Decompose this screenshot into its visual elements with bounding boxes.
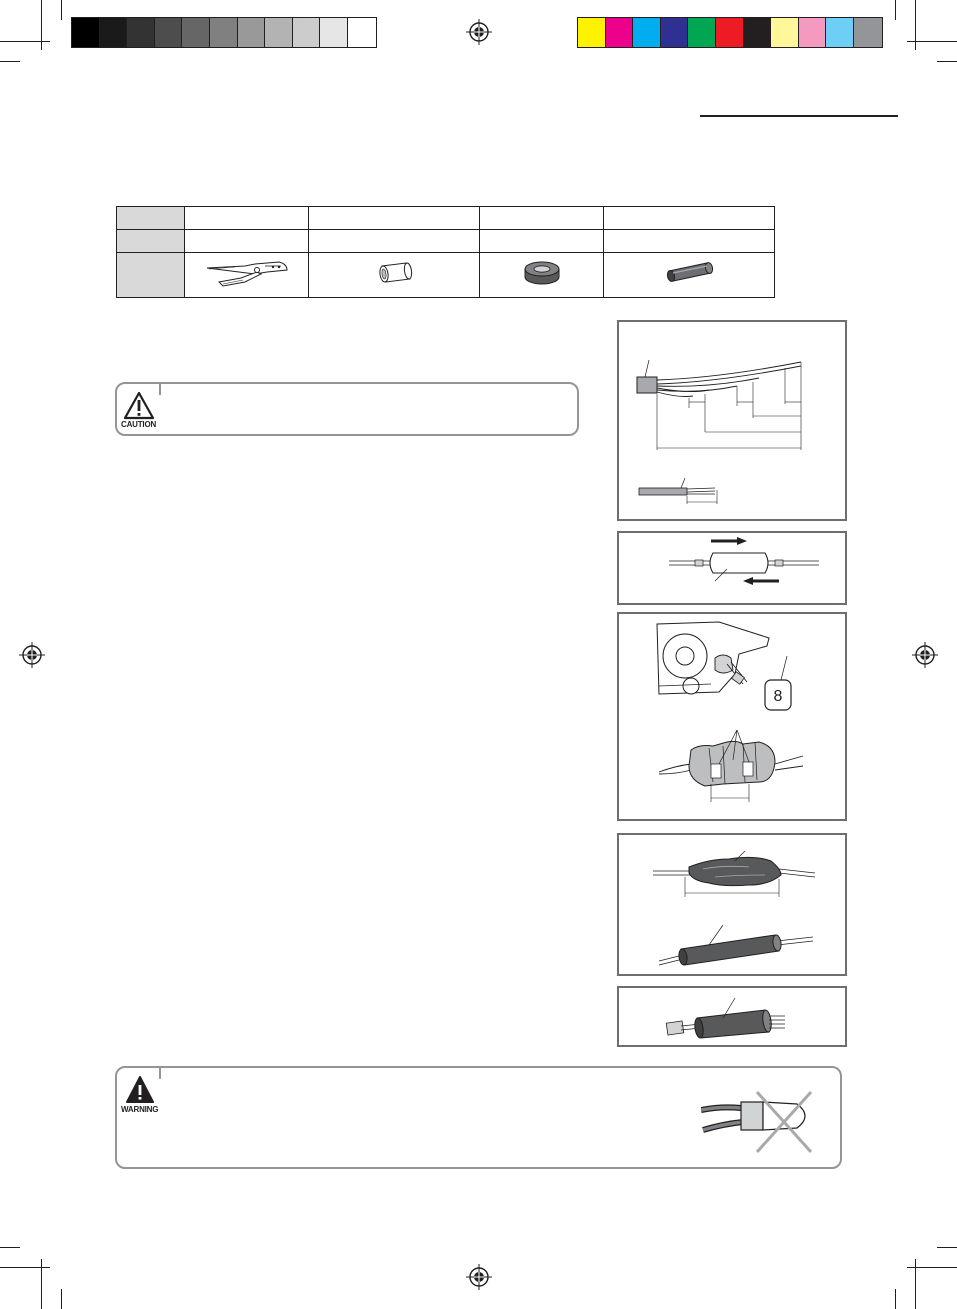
color-swatch [688, 18, 716, 47]
color-swatch [100, 18, 128, 47]
figure-tape-wrap [617, 833, 847, 976]
table-cell [309, 230, 480, 253]
color-swatch [155, 18, 183, 47]
table-row [117, 207, 775, 230]
table-cell [309, 253, 480, 298]
notice-tab [159, 382, 161, 395]
color-swatch [799, 18, 827, 47]
color-swatch [771, 18, 799, 47]
header-rule [700, 115, 898, 117]
color-swatch [606, 18, 634, 47]
process-color-bar [577, 17, 883, 48]
registration-mark-top-icon [466, 19, 492, 45]
crimp-sleeve-icon [372, 260, 416, 286]
table-row [117, 230, 775, 253]
grayscale-color-bar [71, 17, 377, 48]
color-swatch [578, 18, 606, 47]
table-cell [480, 230, 604, 253]
wire-strip-diagram [619, 322, 845, 519]
table-header-cell [117, 230, 185, 253]
caution-notice [115, 382, 579, 436]
tape-wrap-diagram [619, 835, 845, 974]
sleeve-insert-diagram [619, 533, 845, 603]
table-cell [185, 207, 309, 230]
registration-mark-left-icon [19, 642, 45, 668]
registration-mark-right-icon [912, 642, 938, 668]
crimp-size-label: 8 [773, 688, 783, 705]
color-swatch [127, 18, 155, 47]
color-swatch [854, 18, 882, 47]
figure-sleeve-insert [617, 531, 847, 605]
color-swatch [661, 18, 689, 47]
crimping-tool-icon [205, 258, 289, 288]
table-cell [185, 230, 309, 253]
table-header-cell [117, 207, 185, 230]
insulation-tape-icon [522, 260, 562, 286]
figure-tube-shrink [617, 986, 847, 1047]
warning-notice [115, 1066, 842, 1169]
color-swatch [182, 18, 210, 47]
color-swatch [826, 18, 854, 47]
table-cell [185, 253, 309, 298]
figure-crimping [617, 612, 847, 821]
table-header-cell [117, 253, 185, 298]
warning-triangle-icon [125, 1075, 155, 1105]
table-cell [604, 230, 775, 253]
table-row [117, 253, 775, 298]
caution-label: CAUTION [121, 420, 157, 429]
color-swatch [265, 18, 293, 47]
tools-table [116, 206, 775, 298]
tube-shrink-diagram [619, 988, 845, 1045]
registration-mark-bottom-icon [466, 1264, 492, 1290]
table-cell [604, 253, 775, 298]
table-cell [480, 253, 604, 298]
color-swatch [716, 18, 744, 47]
contraction-tube-icon [661, 260, 717, 286]
color-swatch [72, 18, 100, 47]
notice-tab [159, 1066, 161, 1079]
warning-label: WARNING [121, 1105, 159, 1114]
color-swatch [320, 18, 348, 47]
color-swatch [210, 18, 238, 47]
table-cell [309, 207, 480, 230]
color-swatch [238, 18, 266, 47]
warning-triangle-icon [123, 391, 155, 421]
figure-wire-strip [617, 320, 847, 521]
table-cell [604, 207, 775, 230]
color-swatch [293, 18, 321, 47]
color-swatch [633, 18, 661, 47]
color-swatch [348, 18, 376, 47]
prohibited-connection-illustration [701, 1086, 821, 1156]
color-swatch [744, 18, 772, 47]
table-cell [480, 207, 604, 230]
crimping-diagram [619, 614, 845, 819]
